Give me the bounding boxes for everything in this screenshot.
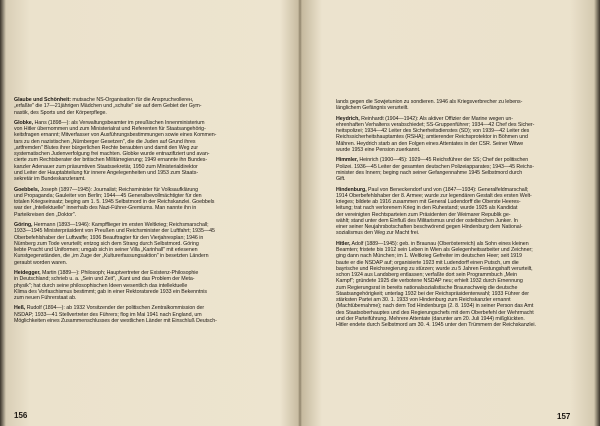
glossary-entry (14, 120, 286, 183)
entry-text: Parteikreisen den „Doktor". (14, 211, 77, 218)
entry-headword: Heidegger, (14, 270, 41, 276)
entry-text: Klima des Vorfaschismus bestimmt; gab in einer Rektoratsrede 1933 ein Bekenntnis (14, 288, 207, 295)
entry-text: Kunstgegenständen, die „im Zuge der „Kulturerfassungsaktion" in besetzten Ländern (14, 253, 209, 260)
entry-text: Hans (1898—): als Verwaltungsbeamter im preußischen Innenministerium (33, 119, 205, 126)
entry-text: sekretär im Bundeskanzleramt. (14, 176, 86, 183)
entry-headword: Hitler, (336, 240, 351, 247)
entry-text: minister des Innern; beging nach seiner Gefangennahme 1945 Selbstmord durch (336, 169, 523, 176)
entry-text: wählt; stand unter dem Einfluß des Militarismus und der ostelbischen Junker. In (336, 217, 518, 224)
page-number-left: 156 (14, 411, 28, 420)
entry-text: „erfaßte" die 17—21jährigen Mädchen und „schulte" sie auf dem Gebiet der Gym- (14, 103, 202, 110)
entry-text: liebte Pracht und Uniformen; umgab sich in seiner Villa „Karinhall" mit erlesenen (14, 247, 198, 254)
entry-text: kanzler Adenauer zum präsumtiven Staatssekretär, 1950 zum Ministerialdirektor (14, 163, 198, 170)
entry-line (14, 295, 286, 301)
entry-text: Reinhardt (1904—1942): Als aktiver Offizier der Marine wegen un- (359, 115, 513, 122)
entry-text: totalen Kriegseinsatz; beging am 1. 5. 1945 Selbstmord in der Reichskanzlei. Goebbels (14, 199, 215, 206)
glossary-entry (14, 187, 286, 218)
entry-headword: Goebbels, (14, 186, 40, 193)
entry-text: Heinrich (1900—45): 1929—45 Reichsführer der SS; Chef der politischen (357, 157, 529, 164)
entry-text: 1933—1945 Ministerpräsident von Preußen und Reichsminister der Luftfahrt; 1935—45 (14, 228, 215, 235)
entry-headword: Heydrich, (336, 115, 360, 122)
entry-text: zum neuen Führerstaat ab. (14, 295, 77, 301)
entry-text: schon 1924 aus Landsberg entlassen; verfaßte dort sein Programmbuch „Mein (336, 272, 517, 278)
glossary-entry (336, 99, 584, 112)
entry-text: nastik, des Sports und der Körperpflege. (14, 109, 107, 116)
entry-text: war der „Intellektuelle" innerhalb des Nazi-Führer-Gremiums. Man nannte ihn in (14, 205, 197, 212)
entry-text: Gift. (336, 176, 346, 183)
entry-text: lands gegen die Sowjetunion zu sondieren. 1946 als Kriegsverbrecher zu lebens- (336, 99, 523, 105)
entry-text: leitung; trat nach verlorenem Krieg in den Ruhestand; wurde 1925 als Kandidat (336, 205, 518, 212)
entry-text: keitsfragen ernannt; Mitverfasser von Ausführungsbestimmungen sowie eines Kommen- (14, 132, 217, 139)
entry-text: Adolf (1889—1945): geb. in Braunau (Oberösterreich) als Sohn eines kleinen (350, 240, 529, 247)
entry-headword: Göring, (14, 222, 33, 229)
entry-text: länglichem Gefängnis verurteilt. (336, 105, 409, 112)
entry-text: Mähren. Heydrich starb an den Folgen eines Attentates in der CSR. Seiner Witwe (336, 140, 524, 147)
entry-line (14, 110, 286, 116)
entry-line (14, 260, 286, 266)
entry-text: Martin (1889—): Philosoph; Hauptvertreter der Existenz-Philosophie (40, 270, 199, 276)
entry-text: stärksten Partei am 30. 1. 1933 von Hindenburg zum Reichskanzler ernannt (336, 297, 511, 303)
entry-text: Beamten; fristete bis 1912 sein Leben in Wien als Gelegenheitsarbeiter und Zeichner; (336, 247, 533, 253)
glossary-entry (14, 222, 286, 266)
entry-line (14, 176, 286, 182)
right-page (300, 0, 600, 426)
entry-text: cierte zum Rechtsberater der britischen Militärregierung; 1949 ernannte ihn Bundes- (14, 157, 208, 164)
entry-text: und Leiter der Hauptabteilung für innere Angelegenheiten und 1953 zum Staats- (14, 169, 199, 176)
glossary-entry (14, 97, 286, 116)
entry-line (14, 318, 286, 324)
glossary-entry (336, 187, 584, 237)
entry-text: Reichssicherheitshauptamtes (RSHA); amtierender Reichsprotektor in Böhmen und (336, 134, 528, 141)
entry-text: 1914 Oberbefehlshaber der 8. Armee; wurde zur legendären Gestalt des ersten Welt- (336, 192, 532, 199)
entry-text: ehrenhaften Verhaltens verabschiedet; SS-Gruppenführer; 1934—42 Chef des Sicher- (336, 121, 535, 128)
entry-text: Rudolf (1894—): ab 1932 Vorsitzender der politischen Zentralkommission der (25, 305, 205, 312)
entry-text: zum Regierungsrat in bereits nationalsozialistische Braunschweig die deutsche (336, 284, 518, 291)
glossary-entry (336, 116, 584, 154)
entry-text: Paul von Beneckendorf und von (1847—1934): Generalfeldmarschall; (366, 186, 529, 193)
entry-line (336, 322, 584, 328)
right-page-text (336, 99, 584, 332)
entry-text: (Machtübernahme); nach dem Tod Hindenburgs (2. 8. 1934) in seiner Person das Amt (336, 303, 534, 310)
entry-headword: Globke, (14, 119, 34, 126)
entry-text: von Hitler übernommen und zum Ministerialrat und Referenten für Staatsangehörig- (14, 126, 206, 133)
entry-line (336, 176, 584, 182)
entry-text: Nürnberg zum Tode verurteilt; entzog sich dem Strang durch Selbstmord. Göring (14, 240, 199, 247)
page-number-right: 157 (557, 412, 571, 421)
entry-text: Staatsangehörigkeit; unterlag 1932 bei der Reichspräsidentenwahl; 1933 Führer der (336, 290, 529, 297)
entry-text: Möglichkeiten eines Zusammenschlusses der westlichen Länder mit Einschluß Deutsch- (14, 317, 217, 324)
glossary-entry (336, 157, 584, 182)
entry-text: mutsache NS-Organisation für die Anspruchvollerен, (70, 97, 194, 103)
entry-text: „artfremden" Blutes ihrer bürgerlichen Rechte beraubten und damit den Weg zur (14, 144, 199, 151)
entry-line (14, 212, 286, 218)
entry-text: tars zu den nazistischen „Nürnberger Gesetzen", die die Juden auf Grund ihres (14, 138, 196, 145)
entry-text: heitspolizei; 1934—42 Leiter des Sicherheitsdienstes (SD); von 1939—42 Leiter des (336, 128, 530, 135)
entry-text: einer seiner Neujahrsbotschaften beschwörend gegen Hindenburg dem National- (336, 224, 523, 231)
entry-line (336, 147, 584, 153)
entry-text: Joseph (1897—1945): Journalist; Reichsminister für Volksaufklärung (39, 186, 199, 193)
entry-text: Polizei. 1936—45 Leiter der gesamten deutschen Polizeiapparates; 1943—45 Reichs- (336, 163, 534, 170)
entry-text: physik"; hat durch seine philosophischen Ideen wesentlich das intellektuelle (14, 282, 188, 289)
entry-text: des Staatsoberhauptes und des Regierungschefs mit dem Oberbefehl der Wehrmacht (336, 309, 534, 316)
entry-headword: Heß, (14, 305, 26, 312)
entry-text: NSDAP; 1933—41 Stellvertreter des Führers; flog im Mai 1941 nach England, um (14, 311, 202, 318)
entry-text: in Deutschland; schrieb u. a. „Sein und Zeit", „Kant und das Problem der Meta- (14, 276, 195, 283)
left-page-text (14, 97, 286, 328)
entry-text: Hitler endete durch Selbstmord am 30. 4. 1945 unter den Trümmern der Reichskanzlei. (336, 322, 536, 328)
entry-headword: Himmler, (336, 157, 358, 164)
glossary-entry (14, 305, 286, 324)
entry-text: Kampf"; gründete 1925 die verbotene NSDAP neu; erhielt 1932 durch Ernennung (336, 278, 523, 285)
entry-text: und Propaganda; Gauleiter von Berlin; 1944—45 Generalbevollmächtigter für den (14, 192, 202, 199)
entry-line (336, 105, 584, 111)
entry-headword: Glaube und Schönheit: (14, 97, 71, 103)
glossary-entry (336, 241, 584, 329)
entry-headword: Hindenburg, (336, 186, 367, 193)
entry-text: Oberbefehlshaber der Luftwaffe; 1936 Beauftragter für den Vierjahresplan; 1946 in (14, 234, 204, 241)
entry-line (336, 230, 584, 236)
entry-text: und der Parteiführung. Mehrere Attentate (darunter am 20. Juli 1944) mißglückten. (336, 315, 525, 322)
entry-text: baute er die NSDAP auf; organisierte 1923 mit Ludendorff einen Putsch, um die (336, 259, 519, 266)
entry-text: der vereinigten Rechtsparteien zum Präsidenten der Weimarer Republik ge- (336, 211, 511, 218)
entry-text: bayrische und Reichsregierung zu stürzen; wurde zu 5 Jahren Festungshaft verurteilt, (336, 265, 533, 272)
entry-text: systematischen Judenverfolgung frei machten. Globke wurde entnazifiziert und avan- (14, 151, 210, 158)
entry-text: Hermann (1893—1946): Kampfflieger im ersten Weltkrieg; Reichsmarschall; (32, 222, 209, 229)
entry-text: geraubt worden waren. (14, 259, 68, 266)
glossary-entry (14, 270, 286, 301)
entry-text: krieges; bildete ab 1916 zusammen mit General Ludendorff die Oberste Heeres- (336, 199, 521, 206)
entry-text: wurde 1953 eine Pension zuerkannt. (336, 146, 421, 153)
entry-text: sozialismus den Weg zur Macht frei. (336, 230, 420, 237)
entry-text: ging dann nach München; im 1. Weltkrieg Gefreiter im deutschen Heer; seit 1919 (336, 253, 522, 260)
